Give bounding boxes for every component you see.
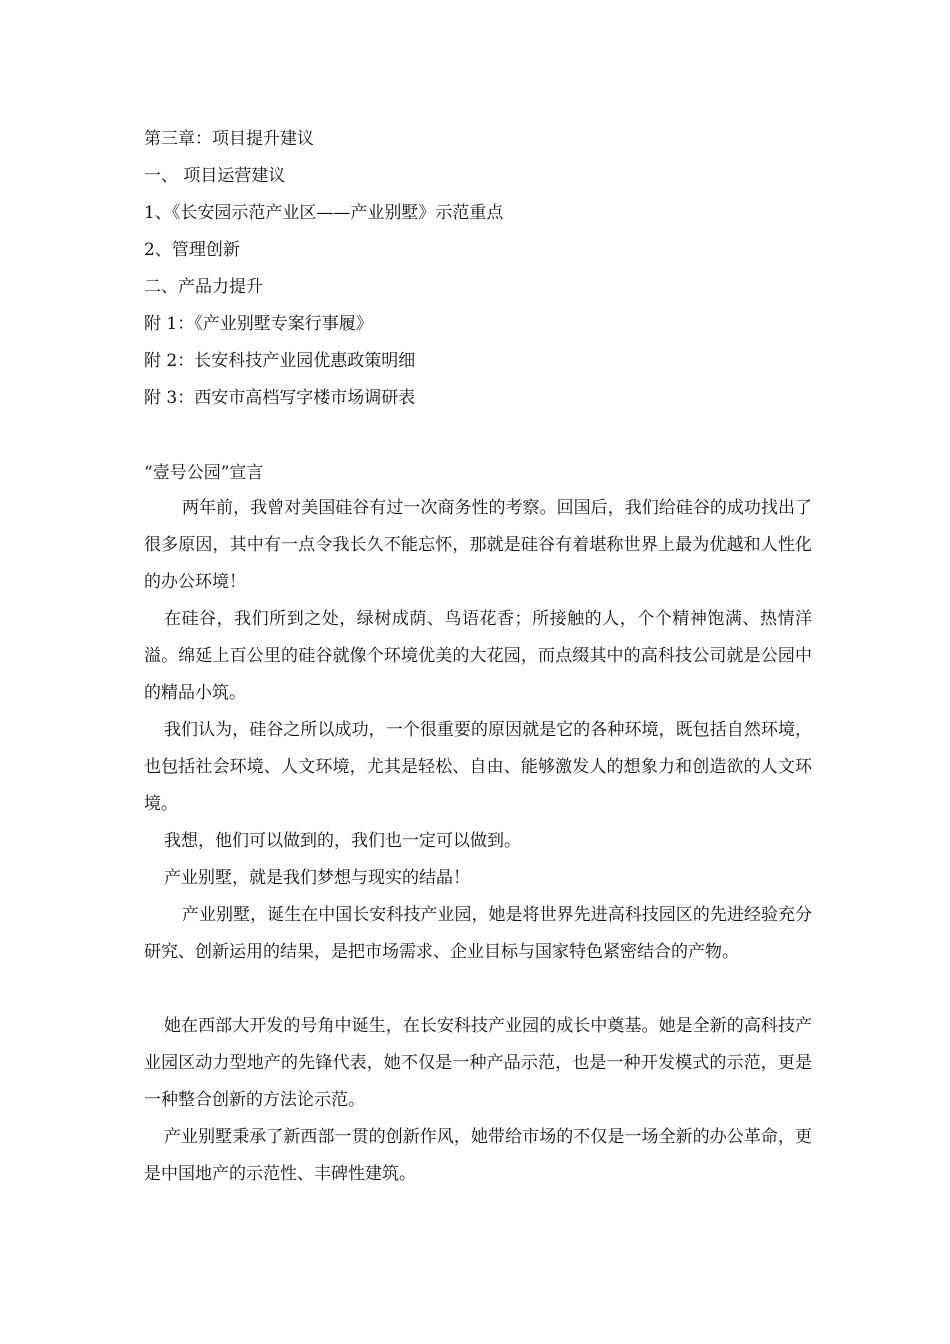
manifesto-paragraph: 产业别墅，就是我们梦想与现实的结晶！ (164, 868, 470, 888)
appendix-2: 附 2：长安科技产业园优惠政策明细 (144, 351, 416, 371)
manifesto-title: “壹号公园”宣言 (144, 463, 264, 483)
appendix-3: 附 3：西安市高档写字楼市场调研表 (144, 388, 416, 408)
outline-item-1: 一、 项目运营建议 (144, 166, 286, 186)
manifesto-paragraph: 我们认为，硅谷之所以成功，一个很重要的原因就是它的各种环境，既包括自然环境，也包括社会环境、人文环境，尤其是轻松、自由、能够激发人的想象力和创造欲的人文环境。 (144, 720, 812, 814)
outline-item-2: 二、产品力提升 (144, 277, 263, 297)
chapter-heading: 第三章：项目提升建议 (144, 129, 314, 149)
outline-item-1-1: 1、《长安园示范产业区——产业别墅》示范重点 (144, 203, 504, 223)
manifesto-paragraph: 在硅谷，我们所到之处，绿树成荫、鸟语花香；所接触的人，个个精神饱满、热情洋溢。绵延上百公里的硅谷就像个环境优美的大花园，而点缀其中的高科技公司就是公园中的精品小筑。 (144, 609, 812, 703)
manifesto-paragraph: 她在西部大开发的号角中诞生，在长安科技产业园的成长中奠基。她是全新的高科技产业园区动力型地产的先锋代表，她不仅是一种产品示范，也是一种开发模式的示范，更是一种整合创新的方法论示范。 (144, 1016, 812, 1110)
manifesto-paragraph: 产业别墅秉承了新西部一贯的创新作风，她带给市场的不仅是一场全新的办公革命，更是中国地产的示范性、丰碑性建筑。 (144, 1127, 812, 1184)
manifesto-paragraph: 我想，他们可以做到的，我们也一定可以做到。 (164, 831, 521, 851)
outline-item-1-2: 2、管理创新 (144, 240, 240, 260)
manifesto-paragraph: 产业别墅，诞生在中国长安科技产业园，她是将世界先进高科技园区的先进经验充分研究、创新运用的结果，是把市场需求、企业目标与国家特色紧密结合的产物。 (144, 905, 812, 962)
appendix-1: 附 1：《产业别墅专案行事履》 (144, 314, 373, 334)
manifesto-paragraph: 两年前，我曾对美国硅谷有过一次商务性的考察。回国后，我们给硅谷的成功找出了很多原因，其中有一点令我长久不能忘怀，那就是硅谷有着堪称世界上最为优越和人性化的办公环境！ (144, 498, 812, 592)
